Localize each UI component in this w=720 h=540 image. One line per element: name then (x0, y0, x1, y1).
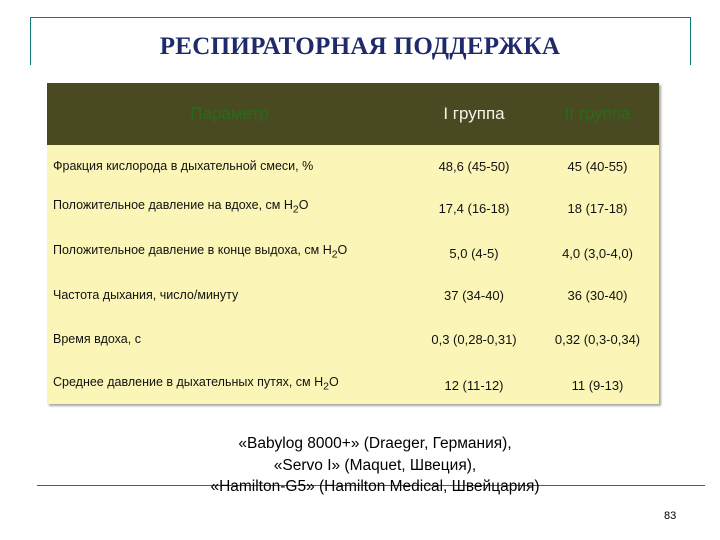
row-group-1-value: 12 (11-12) (444, 377, 504, 393)
note-line: «Hamilton-G5» (Hamilton Medical, Швейцария) (210, 478, 540, 495)
header-group-1: I группа (443, 104, 505, 123)
slide-frame-top-line (30, 17, 690, 18)
note-line: «Babylog 8000+» (Draeger, Германия), (238, 435, 512, 452)
parameters-table (47, 83, 659, 404)
row-group-1-value: 48,6 (45-50) (438, 159, 510, 174)
ventilators-note (0, 433, 720, 498)
table-row (47, 228, 659, 278)
row-parameter: Положительное давление на вдохе, см $Н_2О$ (53, 198, 309, 216)
row-parameter: Среднее давление в дыхательных путях, см $Н_2О$ (53, 375, 339, 393)
table-row (47, 366, 659, 404)
table-row (47, 145, 659, 188)
row-group-2-value: 0,32 (0,3-0,34) (554, 332, 641, 347)
row-parameter: Частота дыхания, число/минуту (53, 288, 239, 302)
row-group-2-value: 11 (9-13) (571, 377, 624, 393)
header-group-2: II группа (564, 104, 631, 123)
row-group-1-value: 5,0 (4-5) (449, 245, 499, 261)
note-line: «Servo I» (Maquet, Швеция), (273, 456, 477, 474)
table-row (47, 188, 659, 228)
row-group-1-value: 17,4 (16-18) (438, 200, 510, 216)
row-group-2-value: 4,0 (3,0-4,0) (562, 245, 633, 261)
row-parameter: Положительное давление в конце выдоха, см $Н_2О$ (53, 243, 348, 261)
table-header-row (47, 83, 659, 145)
row-group-2-value: 45 (40-55) (567, 159, 628, 174)
row-parameter: Фракция кислорода в дыхательной смеси, % (53, 159, 314, 173)
row-parameter: Время вдоха, с (53, 332, 141, 346)
table-row (47, 313, 659, 366)
header-parameter: Параметр (190, 104, 269, 123)
row-group-1-value: 37 (34-40) (444, 288, 504, 303)
row-group-2-value: 36 (30-40) (567, 288, 628, 303)
page-number: 83 (664, 510, 677, 522)
row-group-2-value: 18 (17-18) (567, 200, 628, 216)
slide-title: РЕСПИРАТОРНАЯ ПОДДЕРЖКА (159, 33, 561, 60)
row-group-1-value: 0,3 (0,28-0,31) (431, 332, 517, 347)
table-row (47, 278, 659, 313)
